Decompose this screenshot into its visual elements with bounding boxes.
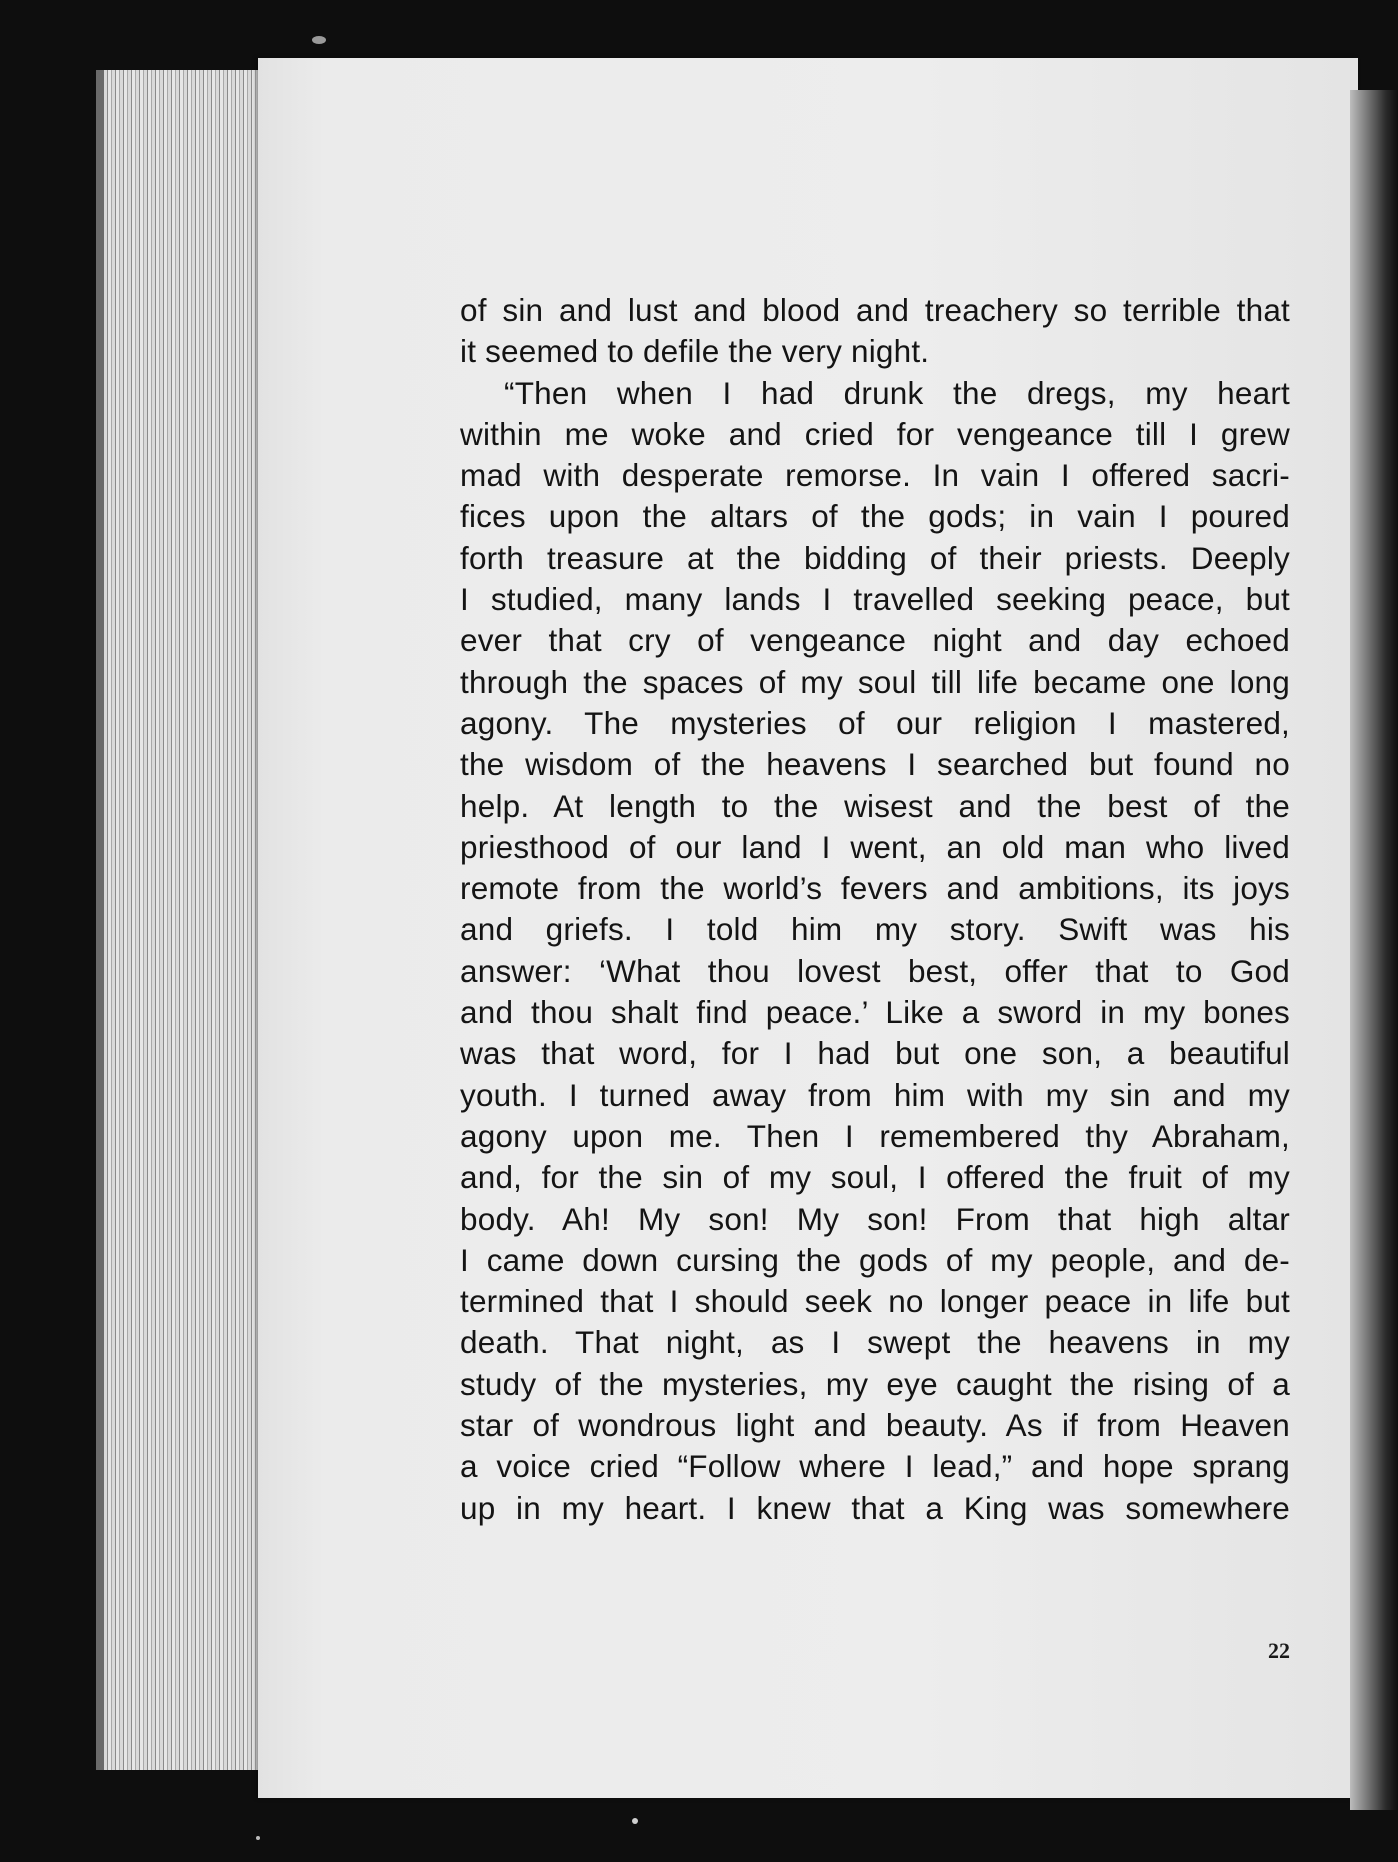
- text-line: study of the mysteries, my eye caught the rising of a: [460, 1365, 1290, 1402]
- text-line: it seemed to defile the very night.: [460, 333, 930, 370]
- dust-speck: [312, 36, 326, 44]
- page-number: 22: [1268, 1638, 1290, 1663]
- text-line: priesthood of our land I went, an old man who lived: [460, 828, 1290, 865]
- text-line: I studied, many lands I travelled seeking peace, but: [460, 581, 1290, 618]
- text-line: was that word, for I had but one son, a beautiful: [460, 1035, 1290, 1072]
- text-line: body. Ah! My son! My son! From that high altar: [460, 1200, 1290, 1237]
- text-line: termined that I should seek no longer peace in life but: [460, 1283, 1290, 1320]
- body-text: [460, 290, 1290, 1529]
- text-line: agony upon me. Then I remembered thy Abraham,: [460, 1117, 1290, 1154]
- text-line: the wisdom of the heavens I searched but found no: [460, 746, 1290, 783]
- text-line: mad with desperate remorse. In vain I offered sacri-: [460, 457, 1290, 494]
- text-line: fices upon the altars of the gods; in vain I poured: [460, 498, 1290, 535]
- text-line: answer: ‘What thou lovest best, offer that to God: [460, 952, 1290, 989]
- book-gutter-shadow: [1350, 90, 1398, 1810]
- text-line: agony. The mysteries of our religion I mastered,: [460, 704, 1290, 741]
- text-line: “Then when I had drunk the dregs, my heart: [504, 374, 1290, 411]
- text-line: help. At length to the wisest and the best of the: [460, 787, 1290, 824]
- text-line: and thou shalt find peace.’ Like a sword in my bones: [460, 994, 1290, 1031]
- book-page-edges: [96, 70, 266, 1770]
- text-line: star of wondrous light and beauty. As if from Heaven: [460, 1407, 1290, 1444]
- text-line: through the spaces of my soul till life became one long: [460, 663, 1290, 700]
- dust-speck: [256, 1836, 260, 1840]
- text-line: and griefs. I told him my story. Swift was his: [460, 911, 1290, 948]
- text-line: ever that cry of vengeance night and day echoed: [460, 622, 1290, 659]
- text-line: death. That night, as I swept the heavens in my: [460, 1324, 1290, 1361]
- text-line: remote from the world’s fevers and ambitions, its joys: [460, 870, 1290, 907]
- text-line: and, for the sin of my soul, I offered the fruit of my: [460, 1159, 1290, 1196]
- text-line: of sin and lust and blood and treachery so terrible that: [460, 292, 1290, 328]
- text-line: up in my heart. I knew that a King was somewhere: [460, 1489, 1290, 1526]
- text-line: youth. I turned away from him with my sin and my: [460, 1076, 1290, 1113]
- text-line: forth treasure at the bidding of their priests. Deeply: [460, 539, 1290, 576]
- dust-speck: [632, 1818, 638, 1824]
- text-line: a voice cried “Follow where I lead,” and hope sprang: [460, 1448, 1290, 1485]
- text-line: I came down cursing the gods of my people, and de-: [460, 1241, 1290, 1278]
- text-line: within me woke and cried for vengeance till I grew: [460, 415, 1290, 452]
